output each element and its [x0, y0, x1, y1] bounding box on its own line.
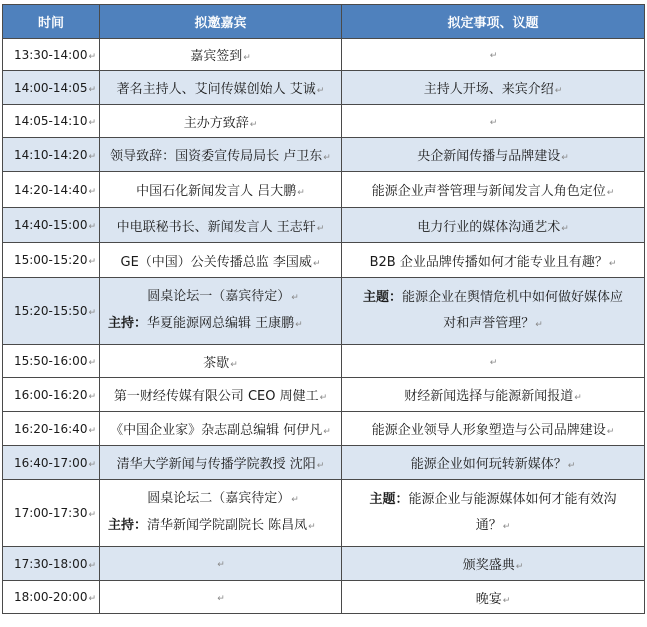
- table-row: [3, 39, 645, 71]
- topic-cell: 主题：能源企业在舆情危机中如何做好媒体应 对和声誉管理？↵: [342, 278, 645, 345]
- guest-cell: 著名主持人、艾问传媒创始人 艾诚↵: [100, 71, 342, 105]
- topic-cell: 能源企业如何玩转新媒体？↵: [342, 446, 645, 480]
- guest-cell: 圆桌论坛一（嘉宾待定）↵ 主持：华夏能源网总编辑 王康鹏↵: [100, 278, 342, 345]
- topic-cell: B2B 企业品牌传播如何才能专业且有趣？↵: [342, 243, 645, 278]
- header-time: 时间: [3, 5, 100, 39]
- time-cell: 16:20-16:40↵: [3, 412, 100, 446]
- guest-cell: 主办方致辞↵: [100, 105, 342, 138]
- topic-cell: 财经新闻选择与能源新闻报道↵: [342, 378, 645, 412]
- time-cell: 14:10-14:20↵: [3, 138, 100, 172]
- time-cell: 15:00-15:20↵: [3, 243, 100, 278]
- guest-cell: 圆桌论坛二（嘉宾待定）↵ 主持：清华新闻学院副院长 陈昌凤↵: [100, 480, 342, 547]
- table-row: [3, 378, 645, 412]
- time-cell: 15:20-15:50↵: [3, 278, 100, 345]
- time-cell: 16:00-16:20↵: [3, 378, 100, 412]
- guest-cell: 领导致辞：国资委宣传局局长 卢卫东↵: [100, 138, 342, 172]
- table-row: [3, 208, 645, 243]
- topic-cell: ↵: [342, 39, 645, 71]
- time-cell: 17:30-18:00↵: [3, 547, 100, 581]
- header-row: [3, 5, 645, 39]
- time-cell: 14:05-14:10↵: [3, 105, 100, 138]
- table-row-roundtable-1: [3, 278, 645, 345]
- topic-cell: 能源企业领导人形象塑造与公司品牌建设↵: [342, 412, 645, 446]
- header-topic: 拟定事项、议题: [342, 5, 645, 39]
- table-row-roundtable-2: [3, 480, 645, 547]
- topic-cell: 电力行业的媒体沟通艺术↵: [342, 208, 645, 243]
- table-row: [3, 446, 645, 480]
- guest-cell: GE（中国）公关传播总监 李国威↵: [100, 243, 342, 278]
- guest-cell: 茶歇↵: [100, 345, 342, 378]
- guest-cell: 清华大学新闻与传播学院教授 沈阳↵: [100, 446, 342, 480]
- guest-cell: 《中国企业家》杂志副总编辑 何伊凡↵: [100, 412, 342, 446]
- time-cell: 14:20-14:40↵: [3, 172, 100, 208]
- guest-cell: ↵: [100, 581, 342, 614]
- topic-cell: 颁奖盛典↵: [342, 547, 645, 581]
- time-cell: 17:00-17:30↵: [3, 480, 100, 547]
- table-row: [3, 105, 645, 138]
- topic-cell: 央企新闻传播与品牌建设↵: [342, 138, 645, 172]
- time-cell: 16:40-17:00↵: [3, 446, 100, 480]
- table-row: [3, 547, 645, 581]
- table-row: [3, 243, 645, 278]
- topic-cell: 能源企业声誉管理与新闻发言人角色定位↵: [342, 172, 645, 208]
- table-row: [3, 345, 645, 378]
- table-row: [3, 71, 645, 105]
- guest-cell: 第一财经传媒有限公司 CEO 周健工↵: [100, 378, 342, 412]
- time-cell: 15:50-16:00↵: [3, 345, 100, 378]
- time-cell: 13:30-14:00↵: [3, 39, 100, 71]
- agenda-table: [2, 4, 645, 614]
- topic-cell: ↵: [342, 345, 645, 378]
- guest-cell: 嘉宾签到↵: [100, 39, 342, 71]
- table-row: [3, 412, 645, 446]
- table-row: [3, 138, 645, 172]
- guest-cell: 中电联秘书长、新闻发言人 王志轩↵: [100, 208, 342, 243]
- topic-cell: 主题：能源企业与能源媒体如何才能有效沟 通？↵: [342, 480, 645, 547]
- time-cell: 14:00-14:05↵: [3, 71, 100, 105]
- time-cell: 14:40-15:00↵: [3, 208, 100, 243]
- table-row: [3, 581, 645, 614]
- topic-cell: 主持人开场、来宾介绍↵: [342, 71, 645, 105]
- time-cell: 18:00-20:00↵: [3, 581, 100, 614]
- guest-cell: ↵: [100, 547, 342, 581]
- topic-cell: 晚宴↵: [342, 581, 645, 614]
- table-row: [3, 172, 645, 208]
- topic-cell: ↵: [342, 105, 645, 138]
- guest-cell: 中国石化新闻发言人 吕大鹏↵: [100, 172, 342, 208]
- header-guest: 拟邀嘉宾: [100, 5, 342, 39]
